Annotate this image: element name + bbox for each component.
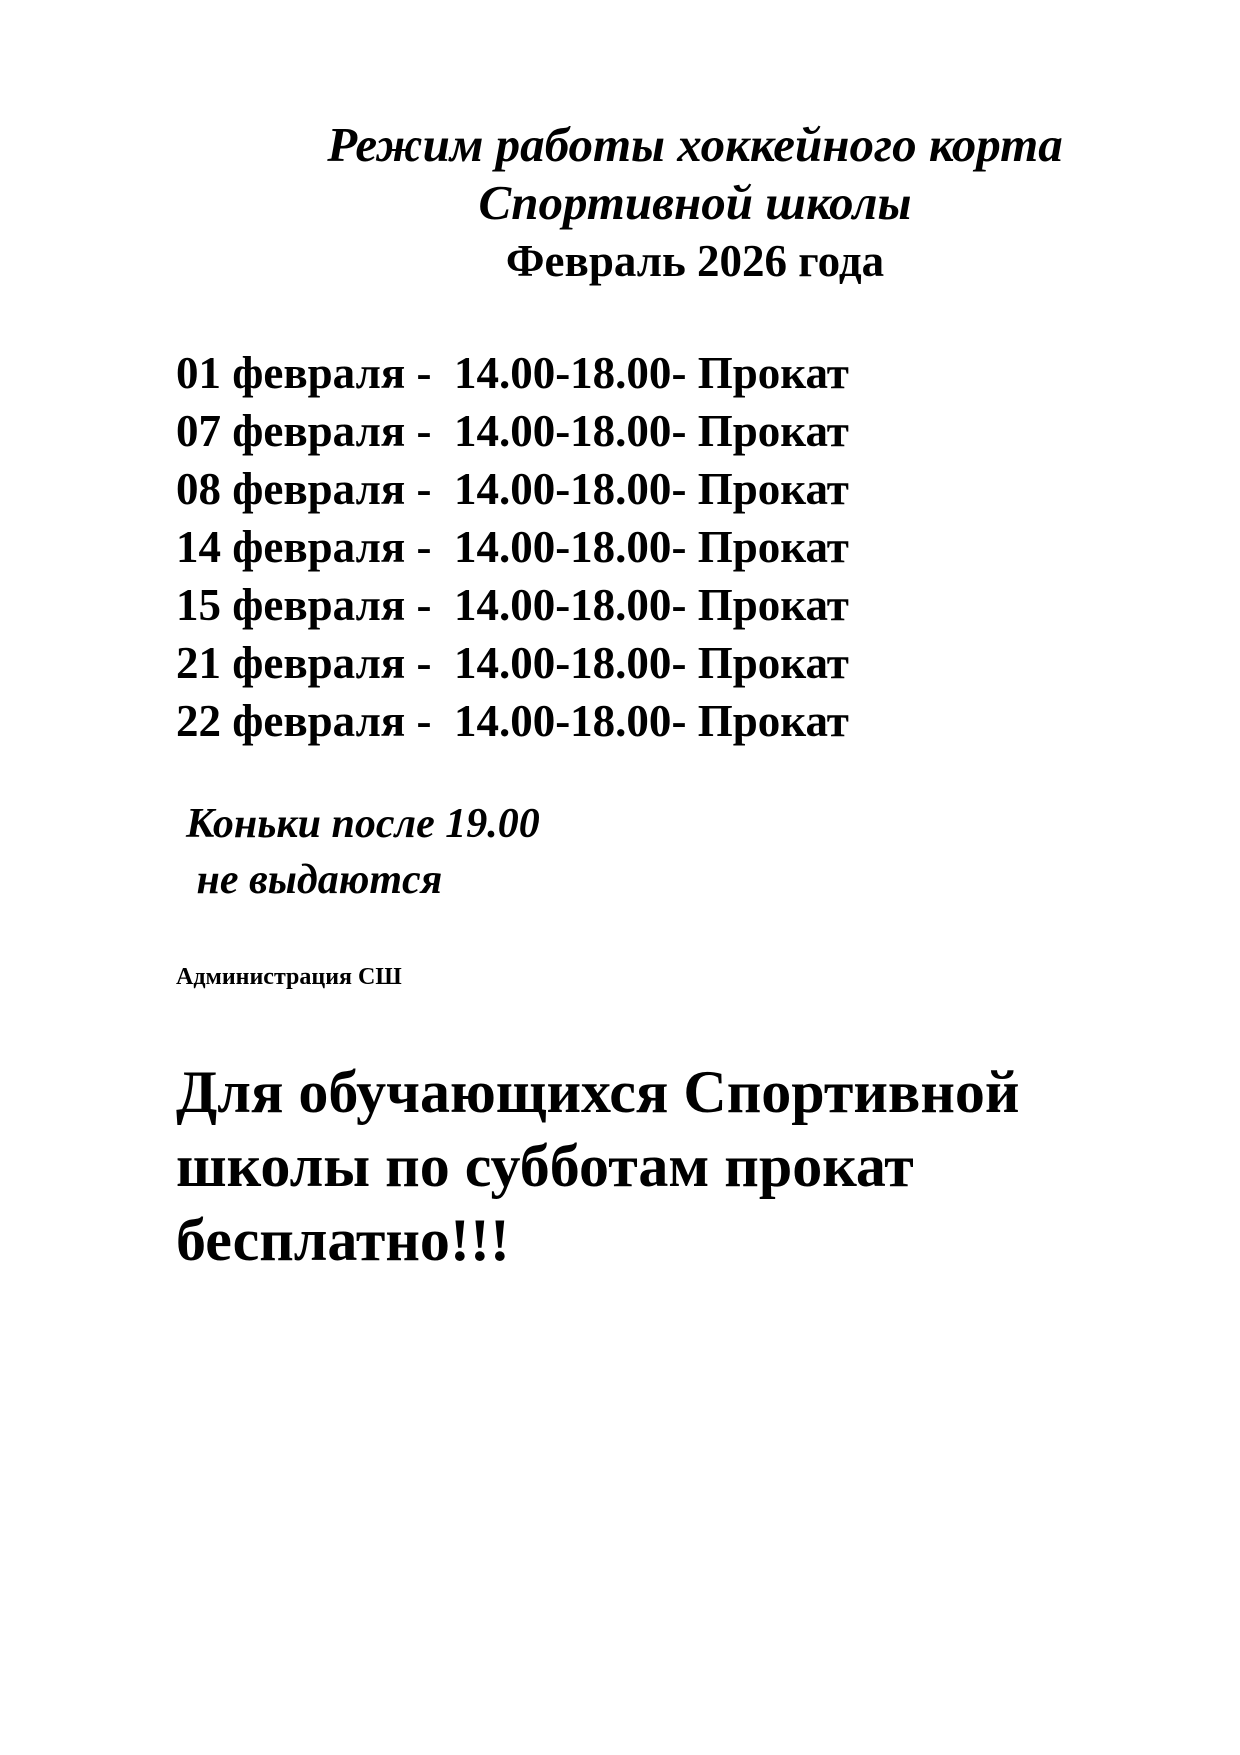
schedule-activity: Прокат (697, 348, 849, 398)
schedule-row: 08 февраля - 14.00-18.00- Прокат (176, 464, 849, 514)
schedule-activity: Прокат (697, 696, 849, 746)
schedule-activity: Прокат (697, 638, 849, 688)
schedule-date: 22 февраля (176, 696, 406, 746)
schedule-row: 07 февраля - 14.00-18.00- Прокат (176, 406, 849, 456)
schedule-row: 21 февраля - 14.00-18.00- Прокат (176, 638, 849, 688)
skates-note-line2: не выдаются (186, 857, 443, 903)
schedule-activity: Прокат (697, 406, 849, 456)
schedule-date: 15 февраля (176, 580, 406, 630)
schedule-list (176, 344, 849, 750)
schedule-row: 01 февраля - 14.00-18.00- Прокат (176, 348, 849, 398)
schedule-row: 22 февраля - 14.00-18.00- Прокат (176, 696, 849, 746)
schedule-date: 21 февраля (176, 638, 406, 688)
schedule-date: 08 февраля (176, 464, 406, 514)
schedule-time: 14.00-18.00 (453, 638, 672, 688)
schedule-time: 14.00-18.00 (453, 580, 672, 630)
schedule-activity: Прокат (697, 522, 849, 572)
schedule-time: 14.00-18.00 (453, 348, 672, 398)
skates-note (186, 796, 540, 908)
schedule-time: 14.00-18.00 (453, 406, 672, 456)
schedule-date: 07 февраля (176, 406, 406, 456)
schedule-activity: Прокат (697, 464, 849, 514)
header-subtitle: Спортивной школы (478, 175, 912, 230)
schedule-activity: Прокат (697, 580, 849, 630)
schedule-row: 14 февраля - 14.00-18.00- Прокат (176, 522, 849, 572)
header-month: Февраль 2026 года (505, 236, 885, 286)
schedule-date: 14 февраля (176, 522, 406, 572)
promo-notice: Для обучающихся Спортивной школы по субботам прокат бесплатно!!! (176, 1059, 1020, 1273)
schedule-date: 01 февраля (176, 348, 406, 398)
schedule-time: 14.00-18.00 (453, 522, 672, 572)
document-header (0, 116, 1240, 290)
header-title: Режим работы хоккейного корта (327, 117, 1063, 172)
schedule-row: 15 февраля - 14.00-18.00- Прокат (176, 580, 849, 630)
schedule-time: 14.00-18.00 (453, 696, 672, 746)
schedule-time: 14.00-18.00 (453, 464, 672, 514)
administration-signature: Администрация СШ (176, 964, 402, 990)
skates-note-line1: Коньки после 19.00 (186, 801, 540, 847)
